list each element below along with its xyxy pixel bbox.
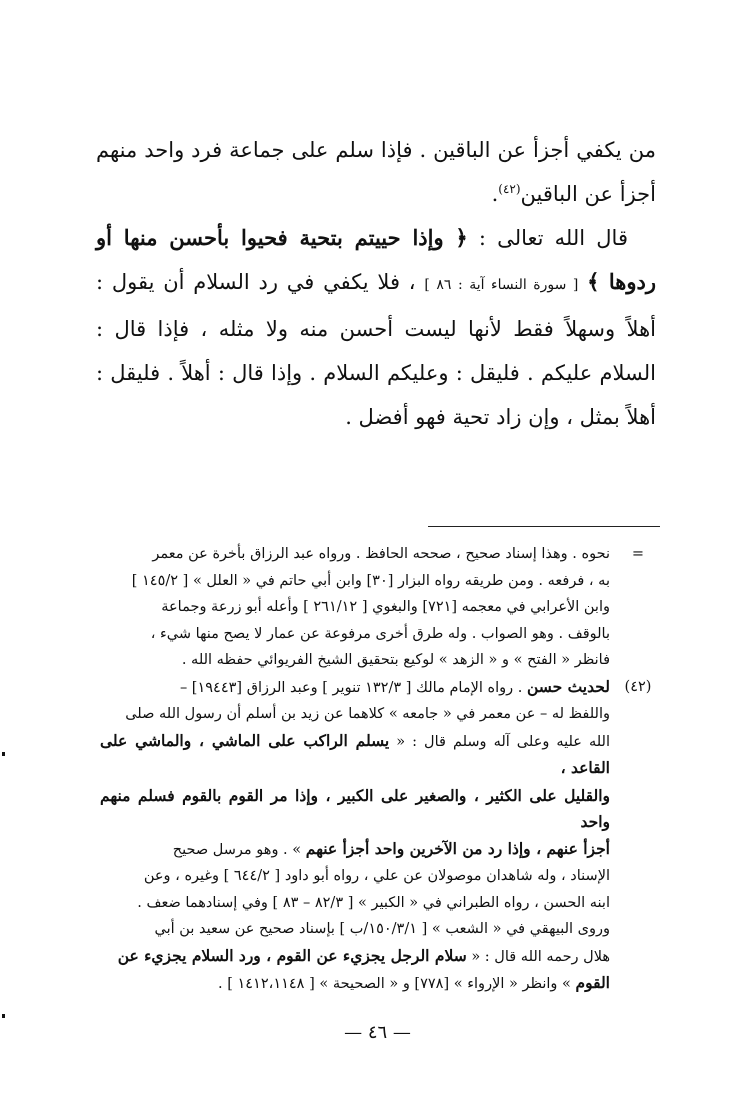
n42-line-1-rest: . رواه الإمام مالك [ ١٣٢/٣ تنوير ] وعبد الرزاق [١٩٤٤٣] – [179, 679, 527, 696]
n42-line-3-plain: الله عليه وعلى آله وسلم قال : « [389, 733, 611, 750]
n42-line-8: وروى البيهقي في « الشعب » [ ١٥٠/٣/١/ب ] بإسناد صحيح عن سعيد بن أبي [154, 921, 610, 937]
cont-line-4: بالوقف . وهو الصواب . وله طرق أخرى مرفوعة عن عمار لا يصح منها شيء ، [150, 625, 610, 642]
p1-line1: من يكفي أجزأ عن الباقين . فإذا سلم على جماعة فرد واحد منهم أجزأ [96, 138, 656, 206]
n42-line-3 [100, 728, 610, 783]
n42-line-2: واللفظ له – عن معمر في « جامعه » كلاهما عن زيد بن أسلم أن رسول الله صلى [125, 706, 610, 722]
athar-text-part-2: القوم [575, 973, 610, 992]
cont-line-1: نحوه . وهذا إسناد صحيح ، صححه الحافظ . ورواه عبد الرزاق بأخرة عن معمر [152, 546, 610, 562]
paragraph-1 [96, 128, 656, 216]
p1-end: . [491, 182, 499, 206]
paragraph-2 [96, 216, 656, 439]
n42-line-9-plain: هلال رحمه الله قال : « [466, 948, 610, 965]
margin-mark-lower [2, 1014, 5, 1018]
p2-intro: قال الله تعالى : [467, 226, 628, 250]
footnote-continuation [100, 541, 660, 674]
footnote-separator [428, 526, 660, 527]
quran-verse: ﴿ وإذا حييتم بتحية فحيوا بأحسن منها أو ردوها ﴾ [96, 225, 656, 294]
footnote-42 [100, 674, 660, 998]
n42-line-10 [100, 970, 610, 998]
cont-line-3: وابن الأعرابي في معجمه [٧٢١] والبغوي [ ٢٦١/١٢ ] وأعله أبو زرعة وجماعة [161, 599, 610, 615]
continuation-marker: = [631, 546, 645, 562]
footnotes [100, 541, 660, 998]
athar-text-part-1: سلام الرجل يجزيء عن القوم ، ورد السلام يجزيء عن [117, 945, 467, 965]
footnote-reference-42[interactable]: (٤٢) [498, 182, 521, 196]
n42-line-7: ابنه الحسن ، رواه الطبراني في « الكبير » [ ٨٢/٣ – ٨٣ ] وفي إسنادهما ضعف . [137, 894, 610, 911]
hadith-grade: لحديث حسن [526, 676, 610, 696]
hadith-text-part-3: أجزأ عنهم ، وإذا رد من الآخرين واحد أجزأ عنهم [305, 838, 610, 858]
main-text [96, 128, 656, 439]
n42-line-6: الإسناد ، وله شاهدان موصولان عن علي ، رواه أبو داود [ ٦٤٤/٢ ] وغيره ، وعن [143, 868, 610, 884]
n42-line-9 [100, 943, 610, 971]
n42-line-5-rest: » . وهو مرسل صحيح [172, 841, 306, 858]
page-number: — ٤٦ — [344, 1022, 411, 1043]
cont-line-2: به ، فرفعه . ومن طريقه رواه البزار [٣٠] وابن أبي حاتم في « العلل » [ ١٤٥/٢ ] [131, 572, 610, 589]
sura-citation: [ سورة النساء آية : ٨٦ ] [424, 277, 579, 293]
n42-line-1 [100, 674, 610, 702]
cont-line-5: فانظر « الفتح » و « الزهد » لوكيع بتحقيق الشيخ الفريوائي حفظه الله . [181, 652, 610, 668]
p1-line2: عن الباقين [520, 182, 614, 206]
margin-mark-upper [2, 752, 5, 756]
n42-line-5 [100, 836, 610, 864]
n42-line-10-rest: » وانظر « الإرواء » [٧٧٨] و « الصحيحة » [ ١٤١٢،١١٤٨ ] . [218, 976, 576, 992]
footnote-number-42: (٤٢) [624, 678, 652, 695]
p2-rest: ، فلا يكفي في رد السلام أن يقول : أهلاً وسهلاً فقط لأنها ليست أحسن منه ولا مثله ، فإذا قال : السلام عليكم . فليقل : وعليكم السلام . وإذا قال : أهلاً . فليقل : أهلاً بمثل ، وإن زاد تحية فهو أفضل . [96, 270, 656, 429]
hadith-text-part-1: يسلم الراكب على الماشي ، والماشي على القاعد ، [100, 730, 610, 777]
hadith-text-part-2: والقليل على الكثير ، والصغير على الكبير ، وإذا مر القوم بالقوم فسلم منهم واحد [100, 785, 610, 831]
